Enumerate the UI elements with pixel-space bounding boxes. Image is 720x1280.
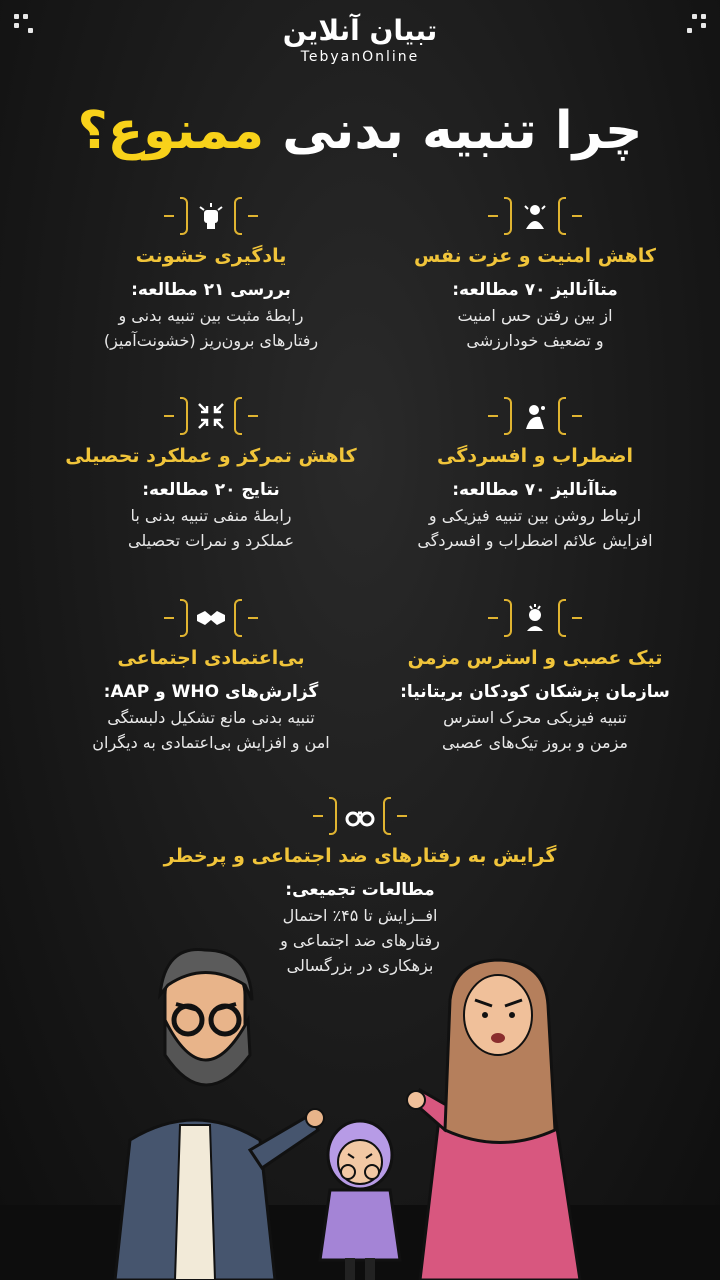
brand-logo bbox=[0, 14, 720, 66]
fist-punch-icon bbox=[194, 199, 228, 233]
item-anxiety-depression bbox=[370, 396, 700, 553]
title-main: چرا تنبیه بدنی bbox=[282, 101, 643, 161]
item-social-distrust bbox=[46, 598, 376, 755]
stressed-head-icon bbox=[518, 601, 552, 635]
item-text: بزهکاری در بزرگسالی bbox=[286, 956, 434, 975]
item-source: متاآنالیز ۷۰ مطالعه: bbox=[452, 280, 618, 300]
shrink-arrows-icon bbox=[194, 399, 228, 433]
logo-english: TebyanOnline bbox=[300, 49, 420, 65]
item-text: و تضعیف خودارزشی bbox=[466, 331, 604, 350]
item-source: گزارش‌های WHO و AAP: bbox=[103, 682, 319, 702]
item-text: افــزایش تا ۴۵٪ احتمال bbox=[282, 906, 438, 925]
family-illustration bbox=[0, 940, 720, 1280]
distressed-person-icon bbox=[518, 199, 552, 233]
item-text: از بین رفتن حس امنیت bbox=[457, 306, 613, 325]
item-text: رابطهٔ منفی تنبیه بدنی با bbox=[130, 506, 292, 525]
item-text: امن و افزایش بی‌اعتمادی به دیگران bbox=[92, 733, 330, 752]
mother-figure bbox=[407, 960, 580, 1280]
logo-persian: تبیان آنلاین bbox=[282, 14, 438, 47]
item-learning-violence bbox=[46, 196, 376, 353]
item-tics-stress bbox=[370, 598, 700, 755]
broken-handshake-icon bbox=[194, 601, 228, 635]
item-source: نتایج ۲۰ مطالعه: bbox=[142, 480, 280, 500]
item-heading: کاهش امنیت و عزت نفس bbox=[414, 245, 656, 267]
handcuffs-icon bbox=[343, 799, 377, 833]
item-text: افزایش علائم اضطراب و افسردگی bbox=[417, 531, 653, 550]
item-source: مطالعات تجمیعی: bbox=[285, 880, 435, 900]
page-title bbox=[0, 96, 720, 166]
item-source: سازمان پزشکان کودکان بریتانیا: bbox=[400, 682, 670, 702]
item-source: بررسی ۲۱ مطالعه: bbox=[131, 280, 291, 300]
item-text: رفتارهای برون‌ریز (خشونت‌آمیز) bbox=[103, 331, 319, 350]
item-text: مزمن و بروز تیک‌های عصبی bbox=[442, 733, 628, 752]
item-heading: کاهش تمرکز و عملکرد تحصیلی bbox=[65, 445, 357, 467]
item-text: تنبیه فیزیکی محرک استرس bbox=[443, 708, 627, 727]
item-source: متاآنالیز ۷۰ مطالعه: bbox=[452, 480, 618, 500]
item-text: تنبیه بدنی مانع تشکیل دلبستگی bbox=[107, 708, 315, 727]
child-figure bbox=[320, 1121, 400, 1280]
item-focus-decline bbox=[46, 396, 376, 553]
item-text: عملکرد و نمرات تحصیلی bbox=[127, 531, 295, 550]
anxious-person-icon bbox=[518, 399, 552, 433]
item-text: رفتارهای ضد اجتماعی و bbox=[280, 931, 440, 950]
item-heading: بی‌اعتمادی اجتماعی bbox=[117, 647, 305, 669]
father-figure bbox=[115, 950, 324, 1280]
item-heading: تیک عصبی و استرس مزمن bbox=[407, 647, 663, 669]
title-highlight: ممنوع؟ bbox=[77, 101, 265, 161]
item-heading: اضطراب و افسردگی bbox=[437, 445, 633, 467]
item-heading: گرایش به رفتارهای ضد اجتماعی و پرخطر bbox=[163, 845, 557, 867]
item-text: ارتباط روشن بین تنبیه فیزیکی و bbox=[428, 506, 642, 525]
item-insecurity bbox=[370, 196, 700, 353]
item-heading: یادگیری خشونت bbox=[135, 245, 287, 267]
item-text: رابطهٔ مثبت بین تنبیه بدنی و bbox=[118, 306, 304, 325]
